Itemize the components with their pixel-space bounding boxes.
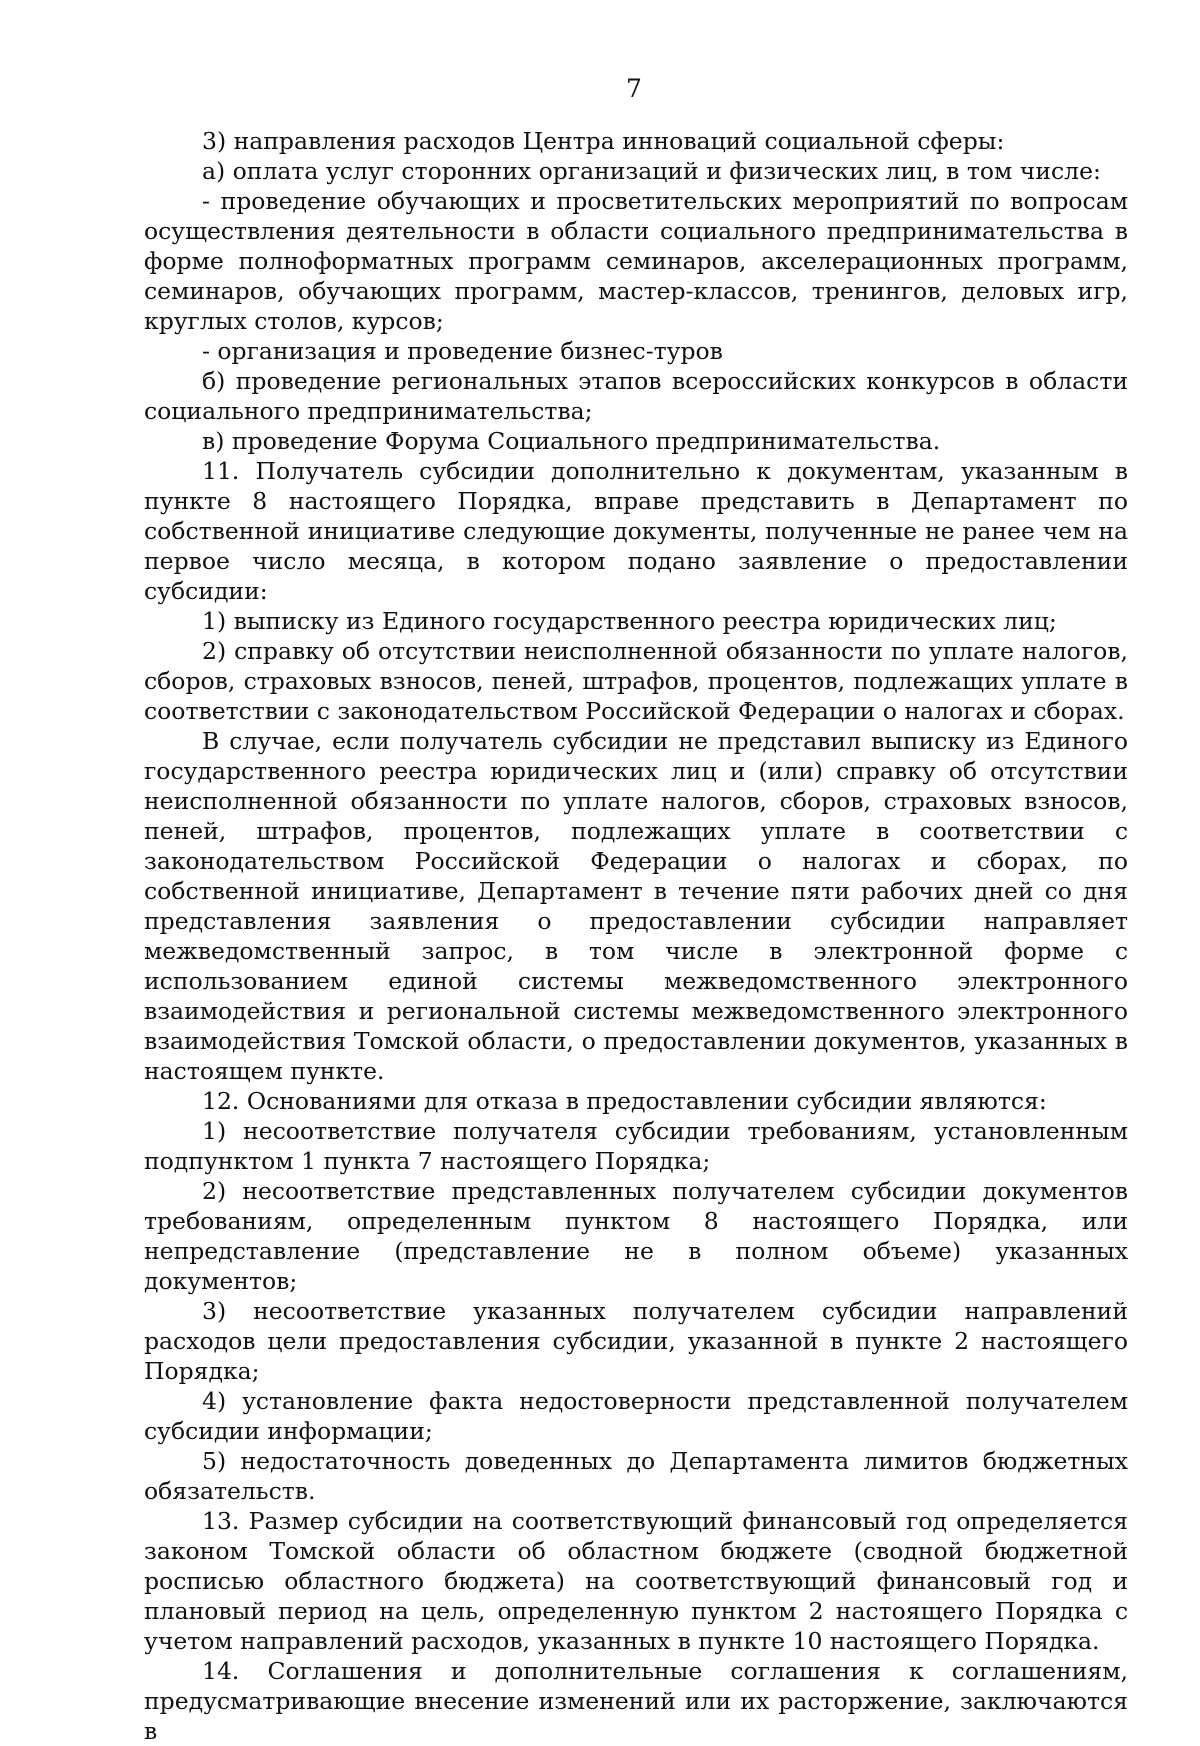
- paragraph: В случае, если получатель субсидии не представил выписку из Единого государственного реестра юридических лиц и (или) справку об отсутствии неисполненной обязанности по уплате налогов, сборов, страховых взносов, пеней, штрафов, процентов, подлежащих уплате в соответствии с законодательством Российской Федерации о налогах и сборах, по собственной инициативе, Департамент в течение пяти рабочих дней со дня представления заявления о предоставлении субсидии направляет межведомственный запрос, в том числе в электронной форме с использованием единой системы межведомственного электронного взаимодействия и региональной системы межведомственного электронного взаимодействия Томской области, о предоставлении документов, указанных в настоящем пункте.: [144, 727, 1128, 1085]
- paragraph: 11. Получатель субсидии дополнительно к документам, указанным в пункте 8 настоящего Порядка, вправе представить в Департамент по собственной инициативе следующие документы, полученные не ранее чем на первое число месяца, в котором подано заявление о предоставлении субсидии:: [144, 457, 1128, 605]
- paragraph: в) проведение Форума Социального предпринимательства.: [202, 427, 941, 455]
- paragraph: 5) недостаточность доведенных до Департамента лимитов бюджетных обязательств.: [144, 1447, 1128, 1505]
- document-body: [144, 126, 1128, 1746]
- paragraph: - организация и проведение бизнес-туров: [202, 337, 723, 365]
- paragraph: 12. Основаниями для отказа в предоставлении субсидии являются:: [202, 1087, 1047, 1115]
- paragraph: б) проведение региональных этапов всероссийских конкурсов в области социального предпринимательства;: [144, 367, 1128, 425]
- paragraph: 1) выписку из Единого государственного реестра юридических лиц;: [202, 607, 1057, 635]
- paragraph: 2) несоответствие представленных получателем субсидии документов требованиям, определенным пунктом 8 настоящего Порядка, или непредставление (представление не в полном объеме) указанных документов;: [144, 1177, 1128, 1295]
- paragraph: 13. Размер субсидии на соответствующий финансовый год определяется законом Томской области об областном бюджете (сводной бюджетной росписью областного бюджета) на соответствующий финансовый год и плановый период на цель, определенную пунктом 2 настоящего Порядка с учетом направлений расходов, указанных в пункте 10 настоящего Порядка.: [144, 1507, 1128, 1655]
- paragraph: 3) направления расходов Центра инноваций социальной сферы:: [202, 127, 1005, 155]
- paragraph: 14. Соглашения и дополнительные соглашения к соглашениям, предусматривающие внесение изменений или их расторжение, заключаются в: [144, 1657, 1128, 1745]
- paragraph: 1) несоответствие получателя субсидии требованиям, установленным подпунктом 1 пункта 7 настоящего Порядка;: [144, 1117, 1128, 1175]
- paragraph: 4) установление факта недостоверности представленной получателем субсидии информации;: [144, 1387, 1128, 1445]
- paragraph: 2) справку об отсутствии неисполненной обязанности по уплате налогов, сборов, страховых взносов, пеней, штрафов, процентов, подлежащих уплате в соответствии с законодательством Российской Федерации о налогах и сборах.: [144, 637, 1128, 725]
- page-number: 7: [626, 74, 642, 103]
- paragraph: а) оплата услуг сторонних организаций и физических лиц, в том числе:: [202, 157, 1101, 185]
- paragraph: 3) несоответствие указанных получателем субсидии направлений расходов цели предоставления субсидии, указанной в пункте 2 настоящего Порядка;: [144, 1297, 1128, 1385]
- paragraph: - проведение обучающих и просветительских мероприятий по вопросам осуществления деятельности в области социального предпринимательства в форме полноформатных программ семинаров, акселерационных программ, семинаров, обучающих программ, мастер-классов, тренингов, деловых игр, круглых столов, курсов;: [144, 187, 1128, 335]
